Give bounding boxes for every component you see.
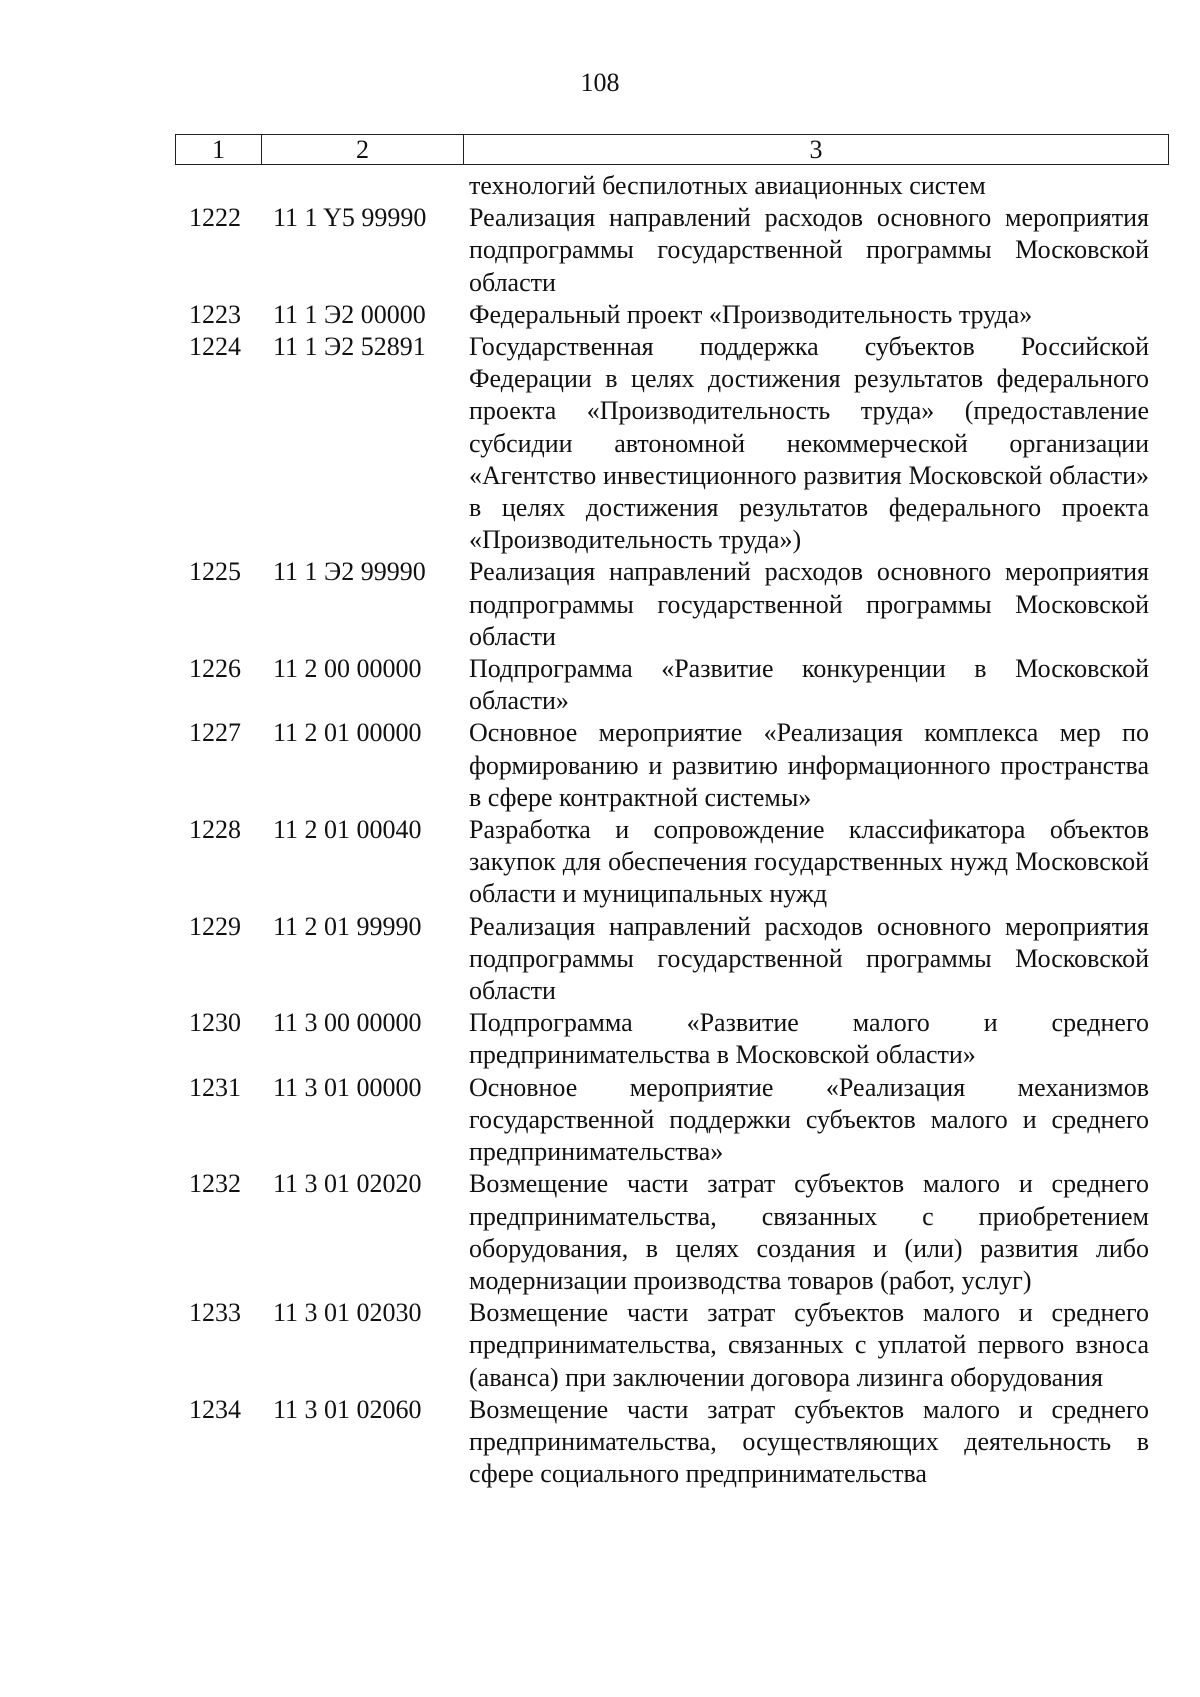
row-number: 1229	[189, 911, 241, 941]
row-number: 1226	[189, 654, 241, 684]
row-text: Основное мероприятие «Реализация механизмов государственной поддержки субъектов малого и среднего предпринимательства»	[469, 1072, 1149, 1167]
table-row	[175, 331, 1175, 556]
continuation-text: технологий беспилотных авиационных систем	[469, 171, 986, 200]
table-row	[175, 1168, 1175, 1297]
table-row	[175, 202, 1175, 299]
row-number: 1227	[189, 718, 241, 748]
row-text: Реализация направлений расходов основного мероприятия подпрограммы государственной программы Московской области	[469, 557, 1149, 651]
row-code: 11 1 Э2 99990	[273, 557, 426, 587]
row-text: Федеральный проект «Производительность труда»	[469, 299, 1033, 329]
row-code: 11 1 Э2 52891	[273, 332, 426, 362]
table-row	[175, 653, 1175, 717]
row-number: 1224	[189, 332, 241, 362]
row-text: Подпрограмма «Развитие конкуренции в Московской области»	[469, 654, 1149, 716]
row-code: 11 1 Y5 99990	[273, 203, 427, 233]
row-number: 1225	[189, 557, 241, 587]
row-text: Государственная поддержка субъектов Российской Федерации в целях достижения результатов федерального проекта «Производительность труда» (предоставление субсидии автономной некоммерческой организации «Агентство инвестиционного развития Московской области» в целях достижения результатов федерального проекта «Производительность труда»)	[469, 332, 1149, 555]
row-number: 1230	[189, 1008, 241, 1038]
row-number: 1222	[189, 203, 241, 233]
table-row	[175, 814, 1175, 911]
row-text: Возмещение части затрат субъектов малого и среднего предпринимательства, осуществляющих деятельность в сфере социального предпринимательства	[469, 1394, 1149, 1489]
row-number: 1228	[189, 815, 241, 845]
row-text: Возмещение части затрат субъектов малого и среднего предпринимательства, связанных с приобретением оборудования, в целях создания и (или) развития либо модернизации производства товаров (работ, услуг)	[469, 1169, 1149, 1295]
row-code: 11 1 Э2 00000	[273, 299, 426, 329]
header-col-1: 1	[176, 135, 262, 164]
row-code: 11 3 01 02060	[273, 1394, 422, 1424]
row-number: 1233	[189, 1298, 241, 1328]
continuation-row	[175, 170, 1175, 202]
row-text: Реализация направлений расходов основного мероприятия подпрограммы государственной программы Московской области	[469, 911, 1149, 1006]
row-number: 1231	[189, 1072, 241, 1102]
row-code: 11 2 01 00000	[273, 718, 422, 748]
row-code: 11 3 01 02020	[273, 1169, 422, 1199]
table-row	[175, 1297, 1175, 1394]
table-row	[175, 717, 1175, 814]
table-row	[175, 911, 1175, 1008]
row-code: 11 2 01 00040	[273, 815, 422, 845]
header-col-3: 3	[809, 134, 823, 164]
row-code: 11 2 00 00000	[273, 654, 422, 684]
table-header	[175, 134, 1169, 165]
row-code: 11 3 00 00000	[273, 1008, 422, 1038]
table-row	[175, 556, 1175, 653]
row-code: 11 3 01 02030	[273, 1298, 422, 1328]
table-body	[175, 170, 1175, 1490]
row-code: 11 3 01 00000	[273, 1072, 422, 1102]
row-text: Основное мероприятие «Реализация комплекса мер по формированию и развитию информационного пространства в сфере контрактной системы»	[469, 718, 1149, 812]
row-number: 1232	[189, 1169, 241, 1199]
row-text: Возмещение части затрат субъектов малого и среднего предпринимательства, связанных с уплатой первого взноса (аванса) при заключении договора лизинга оборудования	[469, 1298, 1149, 1392]
table-row	[175, 1072, 1175, 1169]
row-number: 1223	[189, 299, 241, 329]
row-text: Подпрограмма «Развитие малого и среднего предпринимательства в Московской области»	[469, 1008, 1149, 1070]
row-text: Реализация направлений расходов основного мероприятия подпрограммы государственной программы Московской области	[469, 203, 1149, 297]
row-text: Разработка и сопровождение классификатора объектов закупок для обеспечения государственных нужд Московской области и муниципальных нужд	[469, 815, 1149, 909]
row-number: 1234	[189, 1394, 241, 1424]
table-row	[175, 299, 1175, 331]
row-code: 11 2 01 99990	[273, 911, 422, 941]
table-row	[175, 1007, 1175, 1071]
header-col-2: 2	[262, 135, 464, 164]
table-row	[175, 1394, 1175, 1491]
page-number: 108	[580, 68, 620, 97]
